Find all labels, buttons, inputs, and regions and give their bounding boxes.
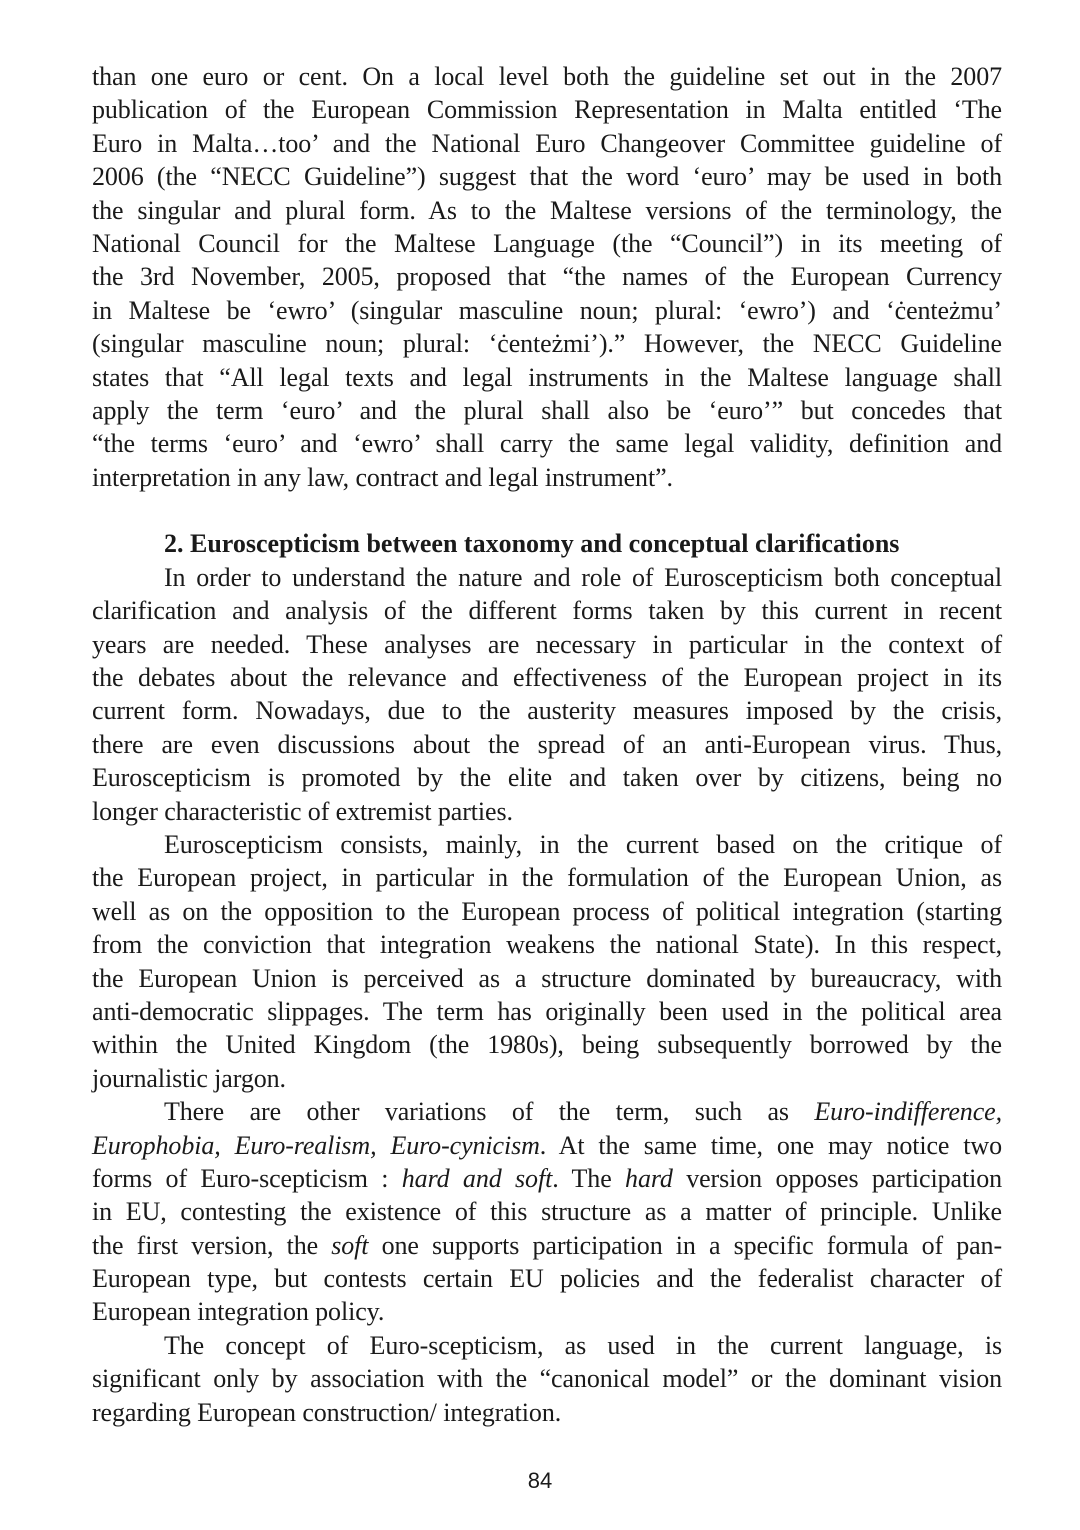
text-line: the European Union is perceived as a structure dominated by bureaucracy, with	[92, 963, 1002, 993]
text-line: European integration policy.	[92, 1297, 385, 1327]
italic-term: Euro-indifference,	[814, 1097, 1002, 1127]
text-line: Euroscepticism is promoted by the elite and taken over by citizens, being no	[92, 763, 1002, 793]
text-line	[92, 1095, 1002, 1128]
text-line: the European project, in particular in the formulation of the European Union, as	[92, 863, 1002, 893]
text-line: The concept of Euro-scepticism, as used in the current language, is	[164, 1330, 1002, 1360]
text-line: within the United Kingdom (the 1980s), being subsequently borrowed by the	[92, 1030, 1002, 1060]
text-line: the 3rd November, 2005, proposed that “the names of the European Currency	[92, 262, 1002, 292]
italic-term: hard and soft	[401, 1163, 553, 1193]
text-line: “the terms ‘euro’ and ‘ewro’ shall carry the same legal validity, definition and	[92, 429, 1002, 459]
text-line: in Maltese be ‘ewro’ (singular masculine noun; plural: ‘ewro’) and ‘ċenteżmu’	[92, 295, 1002, 325]
italic-term: soft	[331, 1230, 369, 1260]
text-line: from the conviction that integration weakens the national State). In this respect,	[92, 930, 1002, 960]
text-line: the singular and plural form. As to the Maltese versions of the terminology, the	[92, 195, 1002, 225]
text-line: apply the term ‘euro’ and the plural shall also be ‘euro’” but concedes that	[92, 395, 1002, 425]
text-run: one supports participation in a specific formula of pan-	[368, 1230, 1003, 1260]
text-line: in EU, contesting the existence of this structure as a matter of principle. Unlike	[92, 1197, 1002, 1227]
text-line: current form. Nowadays, due to the austerity measures imposed by the crisis,	[92, 696, 1002, 726]
document-page	[92, 60, 1002, 1429]
paragraph-gap	[92, 494, 1002, 527]
text-line	[92, 1229, 1002, 1262]
paragraph-definition	[92, 828, 1002, 1095]
text-run: version opposes participation	[672, 1163, 1003, 1193]
text-run: There are other variations of the term, such as	[164, 1097, 815, 1127]
text-line: European type, but contests certain EU policies and the federalist character of	[92, 1264, 1002, 1294]
text-line: 2006 (the “NECC Guideline”) suggest that the word ‘euro’ may be used in both	[92, 162, 1002, 192]
text-line: regarding European construction/ integration.	[92, 1397, 562, 1427]
text-line: the debates about the relevance and effectiveness of the European project in its	[92, 663, 1002, 693]
text-line: (singular masculine noun; plural: ‘ċenteżmi’).” However, the NECC Guideline	[92, 329, 1002, 359]
text-line: clarification and analysis of the different forms taken by this current in recent	[92, 596, 1002, 626]
text-line: anti-democratic slippages. The term has originally been used in the political area	[92, 996, 1002, 1026]
section-heading: 2. Euroscepticism between taxonomy and conceptual clarifications	[164, 529, 900, 559]
paragraph-introduction	[92, 561, 1002, 828]
text-line: In order to understand the nature and role of Euroscepticism both conceptual	[164, 562, 1002, 592]
text-line: there are even discussions about the spread of an anti-European virus. Thus,	[92, 729, 1002, 759]
text-run: the first version, the	[92, 1230, 332, 1260]
text-line: interpretation in any law, contract and legal instrument”.	[92, 462, 673, 492]
text-line: longer characteristic of extremist parties.	[92, 796, 513, 826]
text-line	[92, 1162, 1002, 1195]
italic-term: hard	[625, 1163, 673, 1193]
text-run: . At the same time, one may notice two	[539, 1130, 1002, 1160]
page-number: 84	[527, 1468, 553, 1493]
text-run: . The	[552, 1163, 626, 1193]
text-run: forms of Euro-scepticism :	[92, 1163, 402, 1193]
text-line: journalistic jargon.	[92, 1063, 286, 1093]
text-line: Euroscepticism consists, mainly, in the current based on the critique of	[164, 829, 1002, 859]
paragraph-concept	[92, 1329, 1002, 1429]
text-line: National Council for the Maltese Language (the “Council”) in its meeting of	[92, 228, 1002, 258]
text-line: well as on the opposition to the European process of political integration (starting	[92, 896, 1002, 926]
text-line: publication of the European Commission Representation in Malta entitled ‘The	[92, 95, 1002, 125]
italic-term: Europhobia, Euro-realism, Euro-cynicism	[92, 1130, 540, 1160]
text-line: years are needed. These analyses are necessary in particular in the context of	[92, 629, 1002, 659]
paragraph-euro-terminology	[92, 60, 1002, 494]
text-line	[92, 1129, 1002, 1162]
paragraph-variations	[92, 1095, 1002, 1329]
text-line: Euro in Malta…too’ and the National Euro Changeover Committee guideline of	[92, 128, 1002, 158]
text-line: than one euro or cent. On a local level both the guideline set out in the 2007	[92, 62, 1002, 91]
text-line: states that “All legal texts and legal instruments in the Maltese language shall	[92, 362, 1002, 392]
text-line: significant only by association with the “canonical model” or the dominant vision	[92, 1364, 1002, 1394]
